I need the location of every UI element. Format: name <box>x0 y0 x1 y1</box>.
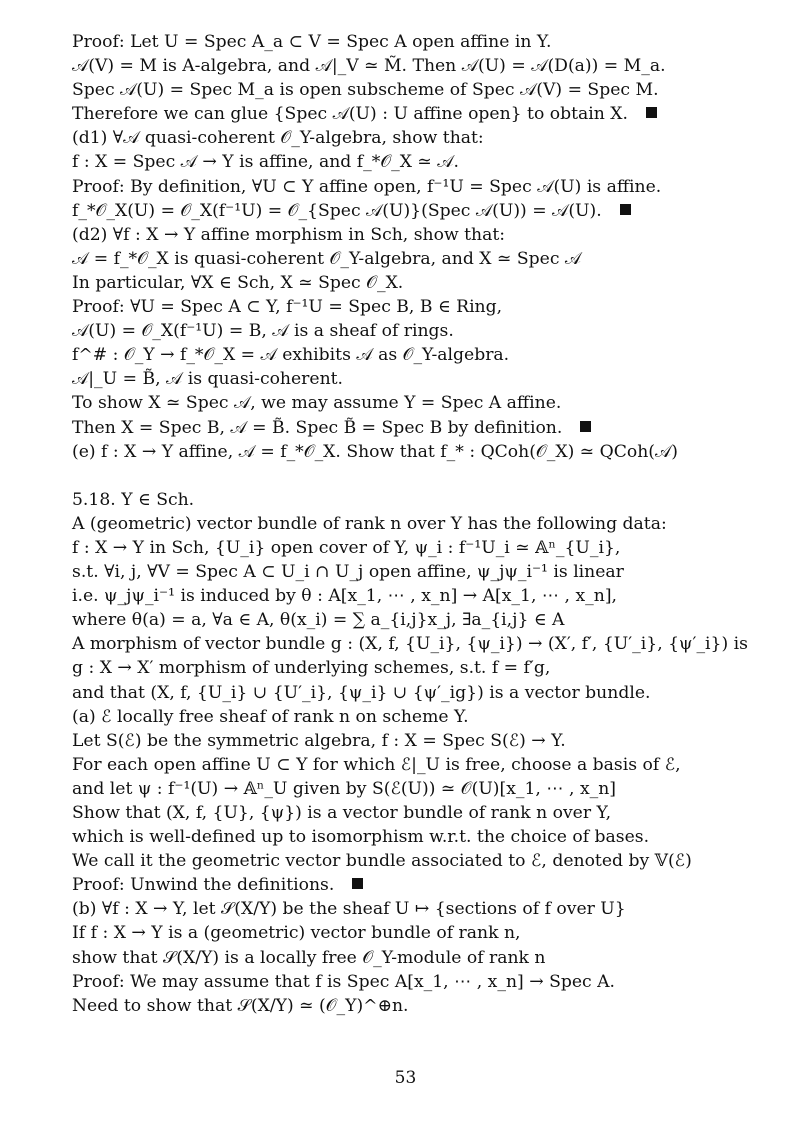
line-text: where θ(a) = a, ∀a ∈ A, θ(x_i) = ∑ a_{i,j}x_j, ∃a_{i,j} ∈ A <box>72 610 565 631</box>
text-line <box>72 175 752 199</box>
qed-square-icon <box>580 421 591 432</box>
text-line <box>72 656 752 680</box>
line-text: A morphism of vector bundle g : (X, f, {U_i}, {ψ_i}) → (X′, f′, {U′_i}, {ψ′_i}) is <box>72 634 748 655</box>
line-text: Proof: We may assume that f is Spec A[x_1, ⋯ , x_n] → Spec A. <box>72 971 615 992</box>
line-text: Show that (X, f, {U}, {ψ}) is a vector bundle of rank n over Y, <box>72 803 612 823</box>
qed-square-icon <box>620 204 631 215</box>
text-line <box>72 608 752 632</box>
text-line <box>72 873 752 897</box>
text-line <box>72 440 752 464</box>
line-text: 𝒜|_U = B̃, 𝒜 is quasi-coherent. <box>72 369 344 390</box>
page-number: 53 <box>394 1068 417 1088</box>
line-text: Let S(ℰ) be the symmetric algebra, f : X = Spec S(ℰ) → Y. <box>72 730 566 751</box>
text-line <box>72 946 752 970</box>
line-text: (e) f : X → Y affine, 𝒜 = f_*𝒪_X. Show that f_* : QCoh(𝒪_X) ≃ QCoh(𝒜) <box>72 441 678 462</box>
text-line <box>72 247 752 271</box>
text-line <box>72 295 752 319</box>
text-line <box>72 825 752 849</box>
line-text: (d1) ∀𝒜 quasi-coherent 𝒪_Y-algebra, show that: <box>72 128 484 149</box>
line-text: Proof: By definition, ∀U ⊂ Y affine open, f⁻¹U = Spec 𝒜(U) is affine. <box>72 176 662 197</box>
line-text: f : X → Y in Sch, {U_i} open cover of Y, ψ_i : f⁻¹U_i ≃ 𝔸ⁿ_{U_i}, <box>72 537 621 558</box>
line-text: and that (X, f, {U_i} ∪ {U′_i}, {ψ_i} ∪ {ψ′_ig}) is a vector bundle. <box>72 682 651 703</box>
text-line <box>72 271 752 295</box>
text-line <box>72 223 752 247</box>
text-line <box>72 753 752 777</box>
line-text: i.e. ψ_jψ_i⁻¹ is induced by θ : A[x_1, ⋯ , x_n] → A[x_1, ⋯ , x_n], <box>72 586 617 607</box>
text-line <box>72 536 752 560</box>
text-line <box>72 801 752 825</box>
text-line <box>72 343 752 367</box>
text-line <box>72 705 752 729</box>
text-line <box>72 319 752 343</box>
text-line <box>72 30 752 54</box>
line-text: To show X ≃ Spec 𝒜, we may assume Y = Spec A affine. <box>72 393 562 414</box>
text-line <box>72 199 752 223</box>
text-line <box>72 512 752 536</box>
text-line <box>72 150 752 174</box>
document-page <box>72 30 752 1018</box>
line-text: We call it the geometric vector bundle associated to ℰ, denoted by 𝕍(ℰ) <box>72 851 692 872</box>
text-line <box>72 681 752 705</box>
text-line <box>72 367 752 391</box>
line-text: Spec 𝒜(U) = Spec M_a is open subscheme of Spec 𝒜(V) = Spec M. <box>72 80 659 101</box>
text-line <box>72 897 752 921</box>
line-text: 𝒜(V) = M is A-algebra, and 𝒜|_V ≃ M̃. Then 𝒜(U) = 𝒜(D(a)) = M_a. <box>72 56 666 77</box>
text-line <box>72 632 752 656</box>
qed-square-icon <box>352 878 363 889</box>
line-text: Proof: Unwind the definitions. <box>72 875 335 896</box>
text-line <box>72 102 752 126</box>
text-line <box>72 970 752 994</box>
line-text: Proof: Let U = Spec A_a ⊂ V = Spec A open affine in Y. <box>72 32 552 52</box>
line-text: Therefore we can glue {Spec 𝒜(U) : U affine open} to obtain X. <box>72 104 629 125</box>
line-text: 𝒜(U) = 𝒪_X(f⁻¹U) = B, 𝒜 is a sheaf of rings. <box>72 321 454 342</box>
line-text: f^# : 𝒪_Y → f_*𝒪_X = 𝒜 exhibits 𝒜 as 𝒪_Y-algebra. <box>72 345 510 366</box>
line-text: s.t. ∀i, j, ∀V = Spec A ⊂ U_i ∩ U_j open affine, ψ_jψ_i⁻¹ is linear <box>72 562 624 583</box>
line-text: (a) ℰ locally free sheaf of rank n on scheme Y. <box>72 706 469 727</box>
line-text: For each open affine U ⊂ Y for which ℰ|_U is free, choose a basis of ℰ, <box>72 754 681 775</box>
text-line <box>72 921 752 945</box>
line-text: (b) ∀f : X → Y, let 𝒮(X/Y) be the sheaf U ↦ {sections of f over U} <box>72 899 626 920</box>
line-text: Then X = Spec B, 𝒜 = B̃. Spec B̃ = Spec B by definition. <box>72 417 563 438</box>
text-line <box>72 777 752 801</box>
text-line <box>72 416 752 440</box>
text-line <box>72 391 752 415</box>
text-line <box>72 78 752 102</box>
line-text: and let ψ : f⁻¹(U) → 𝔸ⁿ_U given by S(ℰ(U)) ≃ 𝒪(U)[x_1, ⋯ , x_n] <box>72 778 617 799</box>
line-text: which is well-defined up to isomorphism w.r.t. the choice of bases. <box>72 827 650 848</box>
line-text: f : X = Spec 𝒜 → Y is affine, and f_*𝒪_X ≃ 𝒜. <box>72 152 460 173</box>
line-text: Proof: ∀U = Spec A ⊂ Y, f⁻¹U = Spec B, B ∈ Ring, <box>72 297 503 318</box>
text-line <box>72 584 752 608</box>
line-text: A (geometric) vector bundle of rank n over Y has the following data: <box>72 513 667 534</box>
line-text: (d2) ∀f : X → Y affine morphism in Sch, show that: <box>72 224 506 245</box>
text-line <box>72 729 752 753</box>
line-text: Need to show that 𝒮(X/Y) ≃ (𝒪_Y)^⊕n. <box>72 995 409 1016</box>
text-line <box>72 849 752 873</box>
line-text: f_*𝒪_X(U) = 𝒪_X(f⁻¹U) = 𝒪_{Spec 𝒜(U)}(Spec 𝒜(U)) = 𝒜(U). <box>72 200 602 221</box>
line-text: g : X → X′ morphism of underlying schemes, s.t. f = f′g, <box>72 658 551 679</box>
text-line <box>72 126 752 150</box>
line-text: show that 𝒮(X/Y) is a locally free 𝒪_Y-module of rank n <box>72 947 546 968</box>
text-line <box>72 54 752 78</box>
line-text: 𝒜 = f_*𝒪_X is quasi-coherent 𝒪_Y-algebra, and X ≃ Spec 𝒜 <box>72 248 582 269</box>
text-line <box>72 994 752 1018</box>
blank-line <box>72 464 752 488</box>
qed-square-icon <box>646 107 657 118</box>
line-text: If f : X → Y is a (geometric) vector bundle of rank n, <box>72 923 521 944</box>
line-text: In particular, ∀X ∈ Sch, X ≃ Spec 𝒪_X. <box>72 272 404 293</box>
text-line <box>72 560 752 584</box>
line-text: 5.18. Y ∈ Sch. <box>72 489 195 510</box>
text-line <box>72 488 752 512</box>
